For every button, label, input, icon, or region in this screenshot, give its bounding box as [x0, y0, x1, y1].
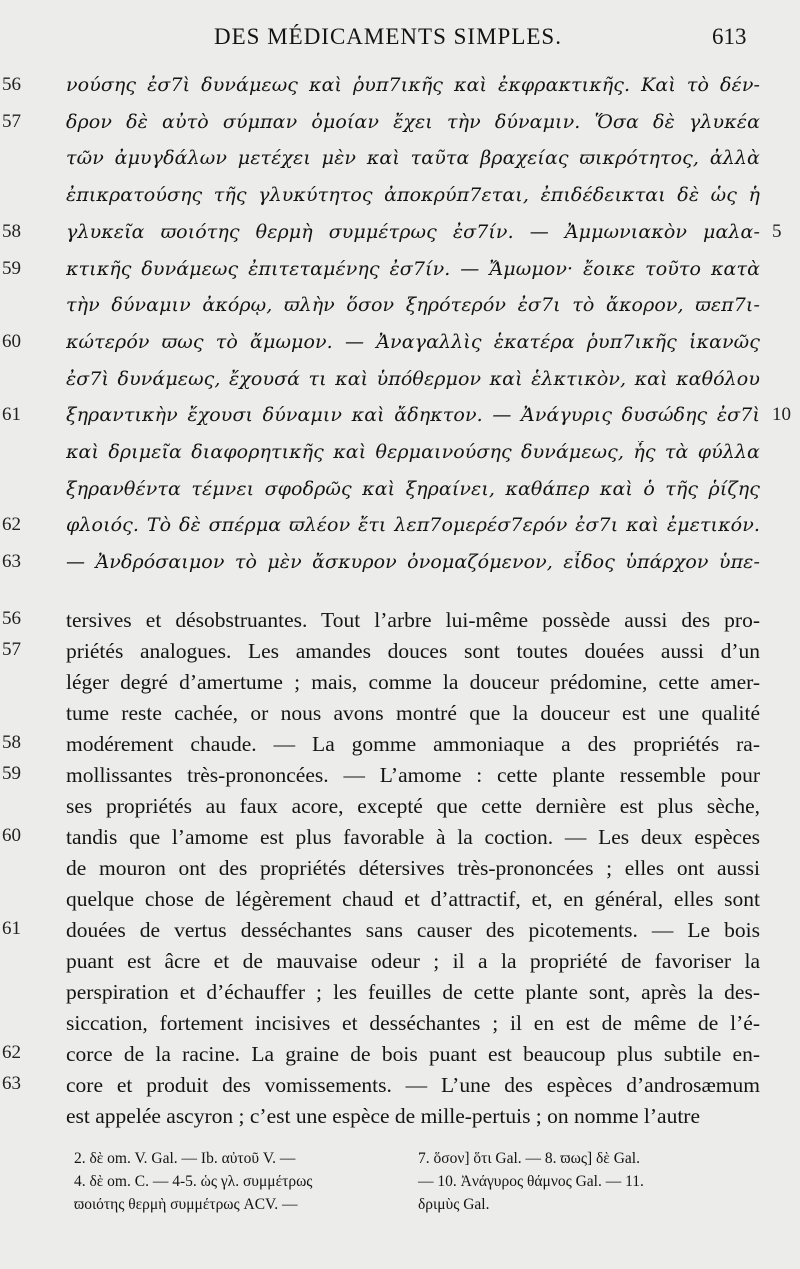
- line-text: κώτερόν ϖως τὸ ἄμωμον. — Ἀναγαλλὶς ἑκατέρα ῥυπ7ικῆς ἱκανῶς: [66, 330, 760, 353]
- footnote-right: 7. ὅσον] ὅτι Gal. — 8. ϖως] δὲ Gal.: [418, 1150, 640, 1167]
- greek_lines-line: [0, 437, 800, 471]
- line-text: τῶν ἀμυγδάλων μετέχει μὲν καὶ ταῦτα βραχείας ϖικρότητος, ἀλλὰ: [66, 147, 760, 170]
- line-number: 61: [2, 918, 21, 939]
- line-text: ἐπικρατούσης τῆς γλυκύτητος ἀποκρύπ7εται, ἐπιδέδεικται δὲ ὡς ἡ: [66, 184, 760, 207]
- footnote-left: 2. δὲ om. V. Gal. — Ib. αὐτοῦ V. —: [74, 1150, 296, 1167]
- greek_lines-line: [0, 290, 800, 324]
- line-text: tume reste cachée, or nous avons montré que la douceur est une qualité: [66, 701, 760, 725]
- line-text: siccation, fortement incisives et desséchantes ; il en est de même de l’é-: [66, 1011, 760, 1035]
- line-number: 61: [2, 404, 21, 426]
- line-text: ses propriétés au faux acore, excepté que cette dernière est plus sèche,: [66, 794, 760, 818]
- line-text: γλυκεῖα ϖοιότης θερμὴ συμμέτρως ἐσ7ίν. — Ἀμμωνιακὸν μαλα-: [66, 220, 760, 243]
- french_lines-line: [0, 883, 800, 917]
- line-number: 62: [2, 514, 21, 536]
- line-text: corce de la racine. La graine de bois puant est beaucoup plus subtile en-: [66, 1042, 760, 1066]
- greek_lines-line: [0, 327, 800, 361]
- line-text: léger degré d’amertume ; mais, comme la douceur prédomine, cette amer-: [66, 670, 760, 694]
- line-text: de mouron ont des propriétés détersives très-prononcées ; elles ont aussi: [66, 856, 760, 880]
- french_lines-line: [0, 976, 800, 1010]
- french_lines-line: [0, 821, 800, 855]
- greek_lines-line: [0, 107, 800, 141]
- footnote-right: δριμὺς Gal.: [418, 1196, 490, 1213]
- footnote-right: — 10. Ἀνάγυρος θάμνος Gal. — 11.: [418, 1173, 644, 1190]
- line-text: quelque chose de légèrement chaud et d’attractif, et, en général, elles sont: [66, 887, 760, 911]
- greek_lines-line: [0, 70, 800, 104]
- greek_lines-line: [0, 180, 800, 214]
- footnote-left: 4. δὲ om. C. — 4-5. ὡς γλ. συμμέτρως: [74, 1173, 313, 1190]
- french_lines-line: [0, 852, 800, 886]
- greek_lines-line: [0, 547, 800, 581]
- line-number: 59: [2, 257, 21, 279]
- margin-line-number: 10: [772, 404, 791, 426]
- line-number: 63: [2, 551, 21, 573]
- french_lines-line: [0, 759, 800, 793]
- line-number: 60: [2, 330, 21, 352]
- line-text: est appelée ascyron ; c’est une espèce de mille-pertuis ; on nomme l’autre: [66, 1104, 700, 1128]
- line-text: καὶ δριμεῖα διαφορητικῆς καὶ θερμαινούσης δυνάμεως, ἧς τὰ φύλλα: [66, 441, 760, 463]
- greek_lines-line: [0, 143, 800, 177]
- line-text: ξηραντικὴν ἔχουσι δύναμιν καὶ ἄδηκτον. — Ἀνάγυρις δυσώδης ἐσ7ὶ: [66, 404, 760, 427]
- greek_lines-line: [0, 510, 800, 544]
- line-text: — Ἀνδρόσαιμον τὸ μὲν ἄσκυρον ὀνομαζόμενον, εἶδος ὑπάρχον ὑπε-: [66, 551, 760, 574]
- page-header: [0, 22, 800, 56]
- line-text: puant est âcre et de mauvaise odeur ; il a la propriété de favoriser la: [66, 949, 760, 973]
- greek_lines-line: [0, 400, 800, 434]
- line-text: tersives et désobstruantes. Tout l’arbre lui-même possède aussi des pro-: [66, 608, 760, 632]
- french_lines-line: [0, 790, 800, 824]
- line-number: 60: [2, 825, 21, 846]
- french_lines-line: [0, 728, 800, 762]
- line-number: 57: [2, 639, 21, 660]
- line-number: 62: [2, 1042, 21, 1063]
- greek_lines-line: [0, 254, 800, 288]
- french_lines-line: [0, 1100, 800, 1134]
- french_lines-line: [0, 1007, 800, 1041]
- running-title: DES MÉDICAMENTS SIMPLES.: [214, 24, 562, 49]
- footnote-left: ϖοιότης θερμὴ συμμέτρως ACV. —: [74, 1196, 298, 1213]
- french_lines-line: [0, 604, 800, 638]
- line-number: 59: [2, 763, 21, 784]
- margin-line-number: 5: [772, 220, 782, 242]
- line-number: 56: [2, 74, 21, 95]
- french_lines-line: [0, 945, 800, 979]
- line-text: δρον δὲ αὐτὸ σύμπαν ὁμοίαν ἔχει τὴν δύναμιν. Ὅσα δὲ γλυκέα: [66, 110, 760, 133]
- french_lines-line: [0, 914, 800, 948]
- line-text: ἐσ7ὶ δυνάμεως, ἔχουσά τι καὶ ὑπόθερμον καὶ ἑλκτικὸν, καὶ καθόλου: [66, 367, 760, 390]
- french_lines-line: [0, 635, 800, 669]
- page-number: 613: [712, 24, 747, 49]
- line-text: douées de vertus desséchantes sans causer des picotements. — Le bois: [66, 918, 760, 942]
- line-text: νούσης ἐσ7ὶ δυνάμεως καὶ ῥυπ7ικῆς καὶ ἐκφρακτικῆς. Καὶ τὸ δέν-: [66, 74, 760, 96]
- line-text: priétés analogues. Les amandes douces sont toutes douées aussi d’un: [66, 639, 760, 663]
- french_lines-line: [0, 1038, 800, 1072]
- line-number: 58: [2, 220, 21, 242]
- french_lines-line: [0, 1069, 800, 1103]
- line-text: perspiration et d’échauffer ; les feuilles de cette plante sont, après la des-: [66, 980, 760, 1004]
- line-text: mollissantes très-prononcées. — L’amome : cette plante ressemble pour: [66, 763, 760, 787]
- line-number: 56: [2, 608, 21, 629]
- line-number: 57: [2, 110, 21, 132]
- line-text: φλοιός. Τὸ δὲ σπέρμα ϖλέον ἔτι λεπ7ομερέσ7ερόν ἐσ7ι καὶ ἐμετικόν.: [66, 514, 760, 537]
- line-text: tandis que l’amome est plus favorable à la coction. — Les deux espèces: [66, 825, 760, 849]
- french_lines-line: [0, 666, 800, 700]
- line-text: τὴν δύναμιν ἀκόρῳ, ϖλὴν ὅσον ξηρότερόν ἐσ7ι τὸ ἄκορον, ϖεπ7ι-: [66, 294, 760, 317]
- french_lines-line: [0, 697, 800, 731]
- greek_lines-line: [0, 474, 800, 508]
- line-text: core et produit des vomissements. — L’une des espèces d’androsæmum: [66, 1073, 760, 1097]
- line-number: 63: [2, 1073, 21, 1094]
- line-text: ξηρανθέντα τέμνει σφοδρῶς καὶ ξηραίνει, καθάπερ καὶ ὁ τῆς ῥίζης: [66, 477, 760, 500]
- line-number: 58: [2, 732, 21, 753]
- greek_lines-line: [0, 217, 800, 251]
- line-text: modérement chaude. — La gomme ammoniaque a des propriétés ra-: [66, 732, 760, 756]
- greek_lines-line: [0, 364, 800, 398]
- line-text: κτικῆς δυνάμεως ἐπιτεταμένης ἐσ7ίν. — Ἄμωμον· ἔοικε τοῦτο κατὰ: [66, 257, 760, 280]
